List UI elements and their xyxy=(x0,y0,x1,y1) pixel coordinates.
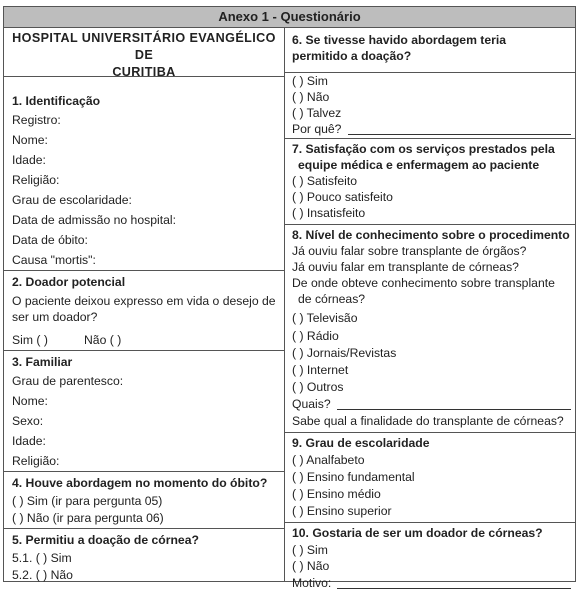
hospital-name xyxy=(4,27,284,77)
option-sim[interactable]: Sim ( ) xyxy=(12,333,48,347)
section-10-heading: 10. Gostaria de ser um doador de córneas? xyxy=(292,526,543,540)
section-6-header xyxy=(285,27,575,73)
option-radio[interactable]: ( ) Rádio xyxy=(292,329,339,343)
option-internet[interactable]: ( ) Internet xyxy=(292,363,349,377)
motivo-label: Motivo: xyxy=(292,576,332,590)
question-finalidade: Sabe qual a finalidade do transplante de córneas? xyxy=(292,414,564,428)
section-8-heading: 8. Nível de conhecimento sobre o procedimento xyxy=(292,228,570,242)
left-column xyxy=(4,27,285,581)
section-9-heading: 9. Grau de escolaridade xyxy=(292,436,430,450)
divider xyxy=(4,471,284,472)
question-fonte-line-1: De onde obteve conhecimento sobre transplante xyxy=(292,276,555,290)
hospital-name-line-1: HOSPITAL UNIVERSITÁRIO EVANGÉLICO DE xyxy=(12,31,276,62)
field-religiao: Religião: xyxy=(12,173,60,187)
option-jornais-revistas[interactable]: ( ) Jornais/Revistas xyxy=(292,346,397,360)
field-data-admissao: Data de admissão no hospital: xyxy=(12,213,176,227)
option-ensino-medio[interactable]: ( ) Ensino médio xyxy=(292,487,381,501)
divider xyxy=(285,522,575,523)
option-televisao[interactable]: ( ) Televisão xyxy=(292,311,358,325)
field-familiar-sexo: Sexo: xyxy=(12,414,44,428)
divider xyxy=(4,528,284,529)
option-satisfeito[interactable]: ( ) Satisfeito xyxy=(292,174,358,188)
option-abordagem-sim[interactable]: ( ) Sim (ir para pergunta 05) xyxy=(12,494,163,508)
section-6-heading-line-2: permitido a doação? xyxy=(292,49,412,63)
divider xyxy=(285,224,575,225)
field-escolaridade: Grau de escolaridade: xyxy=(12,193,132,207)
section-7-heading-line-2: equipe médica e enfermagem ao paciente xyxy=(298,158,540,172)
section-5-heading: 5. Permitiu a doação de córnea? xyxy=(12,533,199,547)
field-familiar-idade: Idade: xyxy=(12,434,46,448)
divider xyxy=(4,270,284,271)
option-doacao-sim[interactable]: 5.1. ( ) Sim xyxy=(12,551,72,565)
option-doador-nao[interactable]: ( ) Não xyxy=(292,559,330,573)
section-2-heading: 2. Doador potencial xyxy=(12,275,126,289)
option-teria-talvez[interactable]: ( ) Talvez xyxy=(292,106,342,120)
option-teria-sim[interactable]: ( ) Sim xyxy=(292,74,328,88)
option-analfabeto[interactable]: ( ) Analfabeto xyxy=(292,453,365,467)
quais-label: Quais? xyxy=(292,397,331,411)
option-insatisfeito[interactable]: ( ) Insatisfeito xyxy=(292,206,366,220)
option-doacao-nao[interactable]: 5.2. ( ) Não xyxy=(12,568,73,582)
question-transplante-corneas: Já ouviu falar em transplante de córneas? xyxy=(292,260,519,274)
question-fonte-line-2: de córneas? xyxy=(298,292,366,306)
question-doador-line-2: ser um doador? xyxy=(12,310,98,324)
field-familiar-nome: Nome: xyxy=(12,394,48,408)
field-idade: Idade: xyxy=(12,153,46,167)
section-1-heading: 1. Identificação xyxy=(12,94,101,108)
field-causa-mortis: Causa "mortis": xyxy=(12,253,96,267)
annex-title: Anexo 1 - Questionário xyxy=(4,7,575,28)
question-doador-line-1: O paciente deixou expresso em vida o desejo de xyxy=(12,294,276,308)
por-que-label: Por quê? xyxy=(292,122,342,136)
section-6-heading-line-1: 6. Se tivesse havido abordagem teria xyxy=(292,33,507,47)
section-4-heading: 4. Houve abordagem no momento do óbito? xyxy=(12,476,268,490)
field-registro: Registro: xyxy=(12,113,61,127)
section-7-heading-line-1: 7. Satisfação com os serviços prestados pela xyxy=(292,142,555,156)
field-grau-parentesco: Grau de parentesco: xyxy=(12,374,124,388)
motivo-answer-line[interactable] xyxy=(337,588,571,589)
option-abordagem-nao[interactable]: ( ) Não (ir para pergunta 06) xyxy=(12,511,164,525)
quais-answer-line[interactable] xyxy=(337,409,571,410)
option-ensino-superior[interactable]: ( ) Ensino superior xyxy=(292,504,392,518)
option-nao[interactable]: Não ( ) xyxy=(84,333,122,347)
divider xyxy=(285,432,575,433)
question-transplante-orgaos: Já ouviu falar sobre transplante de órgãos? xyxy=(292,244,527,258)
option-pouco-satisfeito[interactable]: ( ) Pouco satisfeito xyxy=(292,190,393,204)
right-column xyxy=(285,27,575,590)
por-que-answer-line[interactable] xyxy=(348,134,571,135)
option-ensino-fundamental[interactable]: ( ) Ensino fundamental xyxy=(292,470,415,484)
field-data-obito: Data de óbito: xyxy=(12,233,88,247)
option-outros[interactable]: ( ) Outros xyxy=(292,380,344,394)
divider xyxy=(4,350,284,351)
option-doador-sim[interactable]: ( ) Sim xyxy=(292,543,328,557)
hospital-name-line-2: CURITIBA xyxy=(112,65,176,79)
field-nome: Nome: xyxy=(12,133,48,147)
questionnaire-frame xyxy=(3,6,576,590)
field-familiar-religiao: Religião: xyxy=(12,454,60,468)
divider xyxy=(285,138,575,139)
option-teria-nao[interactable]: ( ) Não xyxy=(292,90,330,104)
section-3-heading: 3. Familiar xyxy=(12,355,73,369)
